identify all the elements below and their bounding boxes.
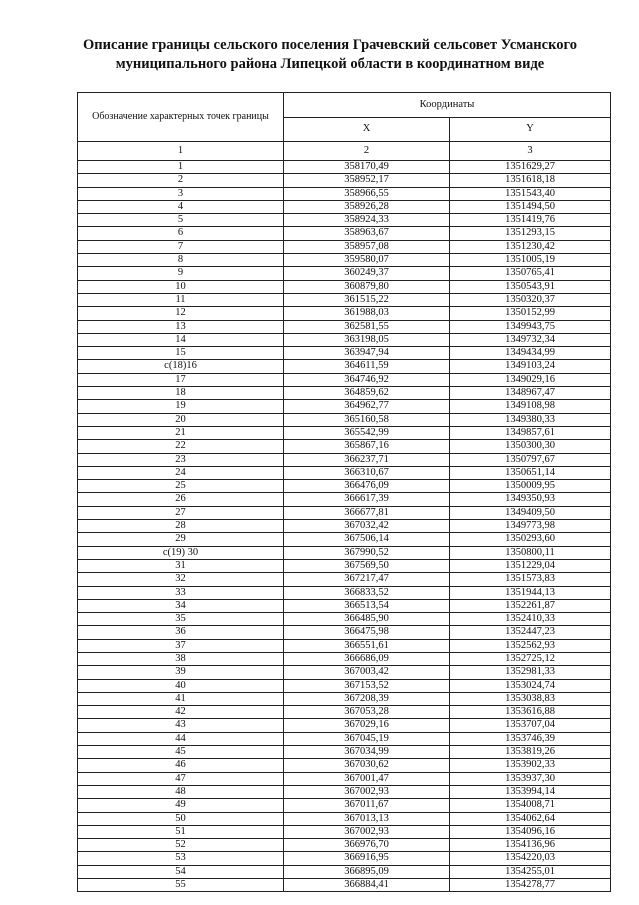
point-id-cell: 25 — [78, 480, 284, 493]
y-coordinate-cell: 1352562,93 — [450, 639, 611, 652]
point-id-cell: 43 — [78, 719, 284, 732]
x-coordinate-cell: 361515,22 — [284, 293, 450, 306]
y-coordinate-cell: 1353746,39 — [450, 732, 611, 745]
table-row — [78, 426, 611, 439]
y-coordinate-cell: 1350543,91 — [450, 280, 611, 293]
y-coordinate-cell: 1350765,41 — [450, 267, 611, 280]
table-row — [78, 466, 611, 479]
y-coordinate-cell: 1351629,27 — [450, 161, 611, 174]
point-id-cell: 39 — [78, 666, 284, 679]
y-coordinate-cell: 1349434,99 — [450, 347, 611, 360]
point-id-cell: 34 — [78, 599, 284, 612]
point-id-cell: 35 — [78, 613, 284, 626]
x-coordinate-cell: 363947,94 — [284, 347, 450, 360]
point-id-cell: 20 — [78, 413, 284, 426]
table-row — [78, 267, 611, 280]
table-row — [78, 719, 611, 732]
y-coordinate-cell: 1351229,04 — [450, 559, 611, 572]
y-coordinate-cell: 1351494,50 — [450, 200, 611, 213]
y-coordinate-cell: 1350152,99 — [450, 307, 611, 320]
y-coordinate-cell: 1351230,42 — [450, 240, 611, 253]
point-id-cell: 55 — [78, 879, 284, 892]
point-id-cell: 9 — [78, 267, 284, 280]
coordinates-header: Координаты — [284, 93, 611, 118]
x-coordinate-cell: 367029,16 — [284, 719, 450, 732]
x-coordinate-cell: 367153,52 — [284, 679, 450, 692]
table-row — [78, 559, 611, 572]
y-coordinate-cell: 1352447,23 — [450, 626, 611, 639]
y-coordinate-cell: 1350651,14 — [450, 466, 611, 479]
point-id-cell: 47 — [78, 772, 284, 785]
table-row — [78, 759, 611, 772]
y-coordinate-cell: 1354008,71 — [450, 799, 611, 812]
y-coordinate-cell: 1349103,24 — [450, 360, 611, 373]
x-coordinate-cell: 367569,50 — [284, 559, 450, 572]
point-id-cell: 31 — [78, 559, 284, 572]
table-row — [78, 387, 611, 400]
table-row — [78, 613, 611, 626]
point-id-cell: 14 — [78, 333, 284, 346]
y-coordinate-cell: 1352725,12 — [450, 652, 611, 665]
x-coordinate-cell: 362581,55 — [284, 320, 450, 333]
y-coordinate-cell: 1353616,88 — [450, 706, 611, 719]
x-coordinate-cell: 364962,77 — [284, 400, 450, 413]
y-coordinate-cell: 1350300,30 — [450, 440, 611, 453]
table-row — [78, 706, 611, 719]
column-number-2: 2 — [284, 142, 450, 161]
x-coordinate-cell: 366310,67 — [284, 466, 450, 479]
x-coordinate-cell: 364859,62 — [284, 387, 450, 400]
table-row — [78, 307, 611, 320]
y-coordinate-cell: 1350320,37 — [450, 293, 611, 306]
title-line-2: муниципального района Липецкой области в координатном виде — [115, 56, 545, 72]
coordinates-table — [77, 92, 611, 892]
table-row — [78, 320, 611, 333]
point-id-cell: 33 — [78, 586, 284, 599]
point-id-cell: 32 — [78, 573, 284, 586]
table-row — [78, 254, 611, 267]
table-row — [78, 546, 611, 559]
x-coordinate-cell: 366485,90 — [284, 613, 450, 626]
x-coordinate-cell: 367217,47 — [284, 573, 450, 586]
table-row — [78, 533, 611, 546]
point-id-cell: 18 — [78, 387, 284, 400]
x-coordinate-cell: 360879,80 — [284, 280, 450, 293]
point-id-cell: 7 — [78, 240, 284, 253]
point-id-cell: 36 — [78, 626, 284, 639]
x-coordinate-cell: 367001,47 — [284, 772, 450, 785]
point-id-cell: 5 — [78, 214, 284, 227]
point-id-cell: 45 — [78, 746, 284, 759]
table-row — [78, 280, 611, 293]
x-coordinate-cell: 365867,16 — [284, 440, 450, 453]
table-row — [78, 666, 611, 679]
table-row — [78, 732, 611, 745]
point-id-cell: 41 — [78, 692, 284, 705]
x-coordinate-cell: 358924,33 — [284, 214, 450, 227]
point-id-cell: 38 — [78, 652, 284, 665]
point-id-cell: с(18)16 — [78, 360, 284, 373]
x-coordinate-cell: 367013,13 — [284, 812, 450, 825]
point-id-cell: 19 — [78, 400, 284, 413]
point-id-cell: 49 — [78, 799, 284, 812]
y-coordinate-cell: 1354062,64 — [450, 812, 611, 825]
x-coordinate-cell: 366237,71 — [284, 453, 450, 466]
y-coordinate-cell: 1353024,74 — [450, 679, 611, 692]
table-row — [78, 692, 611, 705]
point-id-cell: 6 — [78, 227, 284, 240]
point-id-cell: 29 — [78, 533, 284, 546]
y-coordinate-cell: 1349857,61 — [450, 426, 611, 439]
x-coordinate-cell: 366833,52 — [284, 586, 450, 599]
point-id-cell: 51 — [78, 825, 284, 838]
y-coordinate-cell: 1350293,60 — [450, 533, 611, 546]
point-id-cell: 21 — [78, 426, 284, 439]
column-number-1: 1 — [78, 142, 284, 161]
table-row — [78, 812, 611, 825]
x-coordinate-cell: 366976,70 — [284, 839, 450, 852]
y-coordinate-cell: 1352261,87 — [450, 599, 611, 612]
y-coordinate-cell: 1351543,40 — [450, 187, 611, 200]
point-id-cell: 1 — [78, 161, 284, 174]
x-coordinate-cell: 367032,42 — [284, 520, 450, 533]
y-coordinate-cell: 1351005,19 — [450, 254, 611, 267]
table-row — [78, 187, 611, 200]
table-row — [78, 400, 611, 413]
table-row — [78, 227, 611, 240]
x-coordinate-cell: 365542,99 — [284, 426, 450, 439]
y-coordinate-cell: 1349350,93 — [450, 493, 611, 506]
x-coordinate-cell: 366475,98 — [284, 626, 450, 639]
point-id-cell: 54 — [78, 865, 284, 878]
table-row — [78, 440, 611, 453]
y-coordinate-cell: 1354278,77 — [450, 879, 611, 892]
point-id-cell: 22 — [78, 440, 284, 453]
table-row — [78, 852, 611, 865]
table-row — [78, 825, 611, 838]
x-coordinate-cell: 358966,55 — [284, 187, 450, 200]
point-id-cell: 11 — [78, 293, 284, 306]
table-row — [78, 214, 611, 227]
point-designation-header: Обозначение характерных точек границы — [78, 93, 284, 142]
point-id-cell: 24 — [78, 466, 284, 479]
table-row — [78, 679, 611, 692]
point-id-cell: 37 — [78, 639, 284, 652]
x-coordinate-cell: 366476,09 — [284, 480, 450, 493]
point-id-cell: 48 — [78, 785, 284, 798]
y-coordinate-cell: 1351293,15 — [450, 227, 611, 240]
table-row — [78, 493, 611, 506]
table-row — [78, 360, 611, 373]
table-row — [78, 799, 611, 812]
x-coordinate-cell: 363198,05 — [284, 333, 450, 346]
y-coordinate-cell: 1349773,98 — [450, 520, 611, 533]
x-coordinate-cell: 367011,67 — [284, 799, 450, 812]
point-id-cell: 50 — [78, 812, 284, 825]
table-row — [78, 639, 611, 652]
point-id-cell: 40 — [78, 679, 284, 692]
x-coordinate-cell: 366916,95 — [284, 852, 450, 865]
x-coordinate-cell: 366513,54 — [284, 599, 450, 612]
x-coordinate-cell: 367002,93 — [284, 825, 450, 838]
x-coordinate-cell: 367053,28 — [284, 706, 450, 719]
point-id-cell: 23 — [78, 453, 284, 466]
x-coordinate-cell: 367003,42 — [284, 666, 450, 679]
x-coordinate-cell: 367002,93 — [284, 785, 450, 798]
point-id-cell: 44 — [78, 732, 284, 745]
y-column-header: Y — [450, 118, 611, 142]
table-row — [78, 746, 611, 759]
table-row — [78, 373, 611, 386]
point-id-cell: 27 — [78, 506, 284, 519]
x-coordinate-cell: 367506,14 — [284, 533, 450, 546]
y-coordinate-cell: 1352410,33 — [450, 613, 611, 626]
y-coordinate-cell: 1351419,76 — [450, 214, 611, 227]
x-coordinate-cell: 358957,08 — [284, 240, 450, 253]
table-row — [78, 879, 611, 892]
y-coordinate-cell: 1353707,04 — [450, 719, 611, 732]
column-number-3: 3 — [450, 142, 611, 161]
table-row — [78, 785, 611, 798]
table-row — [78, 599, 611, 612]
x-coordinate-cell: 367045,19 — [284, 732, 450, 745]
table-row — [78, 347, 611, 360]
y-coordinate-cell: 1350009,95 — [450, 480, 611, 493]
x-coordinate-cell: 366551,61 — [284, 639, 450, 652]
y-coordinate-cell: 1353937,30 — [450, 772, 611, 785]
x-coordinate-cell: 358170,49 — [284, 161, 450, 174]
x-coordinate-cell: 366884,41 — [284, 879, 450, 892]
y-coordinate-cell: 1349108,98 — [450, 400, 611, 413]
point-id-cell: 4 — [78, 200, 284, 213]
table-row — [78, 573, 611, 586]
y-coordinate-cell: 1349732,34 — [450, 333, 611, 346]
y-coordinate-cell: 1354096,16 — [450, 825, 611, 838]
y-coordinate-cell: 1349943,75 — [450, 320, 611, 333]
x-coordinate-cell: 367030,62 — [284, 759, 450, 772]
table-row — [78, 772, 611, 785]
x-coordinate-cell: 364611,59 — [284, 360, 450, 373]
point-id-cell: 28 — [78, 520, 284, 533]
point-id-cell: 42 — [78, 706, 284, 719]
x-coordinate-cell: 364746,92 — [284, 373, 450, 386]
y-coordinate-cell: 1353994,14 — [450, 785, 611, 798]
table-row — [78, 333, 611, 346]
y-coordinate-cell: 1349409,50 — [450, 506, 611, 519]
x-coordinate-cell: 358926,28 — [284, 200, 450, 213]
y-coordinate-cell: 1351618,18 — [450, 174, 611, 187]
x-coordinate-cell: 367208,39 — [284, 692, 450, 705]
point-id-cell: 26 — [78, 493, 284, 506]
document-title — [50, 36, 610, 74]
x-coordinate-cell: 365160,58 — [284, 413, 450, 426]
table-row — [78, 293, 611, 306]
table-row — [78, 506, 611, 519]
point-id-cell: 53 — [78, 852, 284, 865]
point-id-cell: 10 — [78, 280, 284, 293]
y-coordinate-cell: 1350797,67 — [450, 453, 611, 466]
y-coordinate-cell: 1353902,33 — [450, 759, 611, 772]
point-id-cell: 3 — [78, 187, 284, 200]
table-row — [78, 839, 611, 852]
table-row — [78, 480, 611, 493]
x-column-header: X — [284, 118, 450, 142]
y-coordinate-cell: 1352981,33 — [450, 666, 611, 679]
point-id-cell: 52 — [78, 839, 284, 852]
table-row — [78, 240, 611, 253]
table-row — [78, 865, 611, 878]
y-coordinate-cell: 1349029,16 — [450, 373, 611, 386]
y-coordinate-cell: 1350800,11 — [450, 546, 611, 559]
table-row — [78, 626, 611, 639]
x-coordinate-cell: 367034,99 — [284, 746, 450, 759]
x-coordinate-cell: 366617,39 — [284, 493, 450, 506]
y-coordinate-cell: 1353038,83 — [450, 692, 611, 705]
y-coordinate-cell: 1349380,33 — [450, 413, 611, 426]
point-id-cell: 2 — [78, 174, 284, 187]
x-coordinate-cell: 358952,17 — [284, 174, 450, 187]
x-coordinate-cell: 359580,07 — [284, 254, 450, 267]
point-id-cell: 12 — [78, 307, 284, 320]
y-coordinate-cell: 1354220,03 — [450, 852, 611, 865]
x-coordinate-cell: 366895,09 — [284, 865, 450, 878]
point-id-cell: 13 — [78, 320, 284, 333]
point-id-cell: 15 — [78, 347, 284, 360]
table-row — [78, 652, 611, 665]
x-coordinate-cell: 358963,67 — [284, 227, 450, 240]
x-coordinate-cell: 360249,37 — [284, 267, 450, 280]
x-coordinate-cell: 361988,03 — [284, 307, 450, 320]
title-line-1: Описание границы сельского поселения Грачевский сельсовет Усманского — [83, 37, 577, 53]
table-row — [78, 520, 611, 533]
y-coordinate-cell: 1354255,01 — [450, 865, 611, 878]
point-id-cell: 8 — [78, 254, 284, 267]
table-row — [78, 161, 611, 174]
table-row — [78, 586, 611, 599]
y-coordinate-cell: 1351944,13 — [450, 586, 611, 599]
point-id-cell: 17 — [78, 373, 284, 386]
x-coordinate-cell: 366686,09 — [284, 652, 450, 665]
table-row — [78, 413, 611, 426]
table-row — [78, 200, 611, 213]
y-coordinate-cell: 1354136,96 — [450, 839, 611, 852]
x-coordinate-cell: 367990,52 — [284, 546, 450, 559]
table-row — [78, 453, 611, 466]
table-row — [78, 174, 611, 187]
y-coordinate-cell: 1348967,47 — [450, 387, 611, 400]
point-id-cell: с(19) 30 — [78, 546, 284, 559]
y-coordinate-cell: 1351573,83 — [450, 573, 611, 586]
x-coordinate-cell: 366677,81 — [284, 506, 450, 519]
point-id-cell: 46 — [78, 759, 284, 772]
y-coordinate-cell: 1353819,26 — [450, 746, 611, 759]
